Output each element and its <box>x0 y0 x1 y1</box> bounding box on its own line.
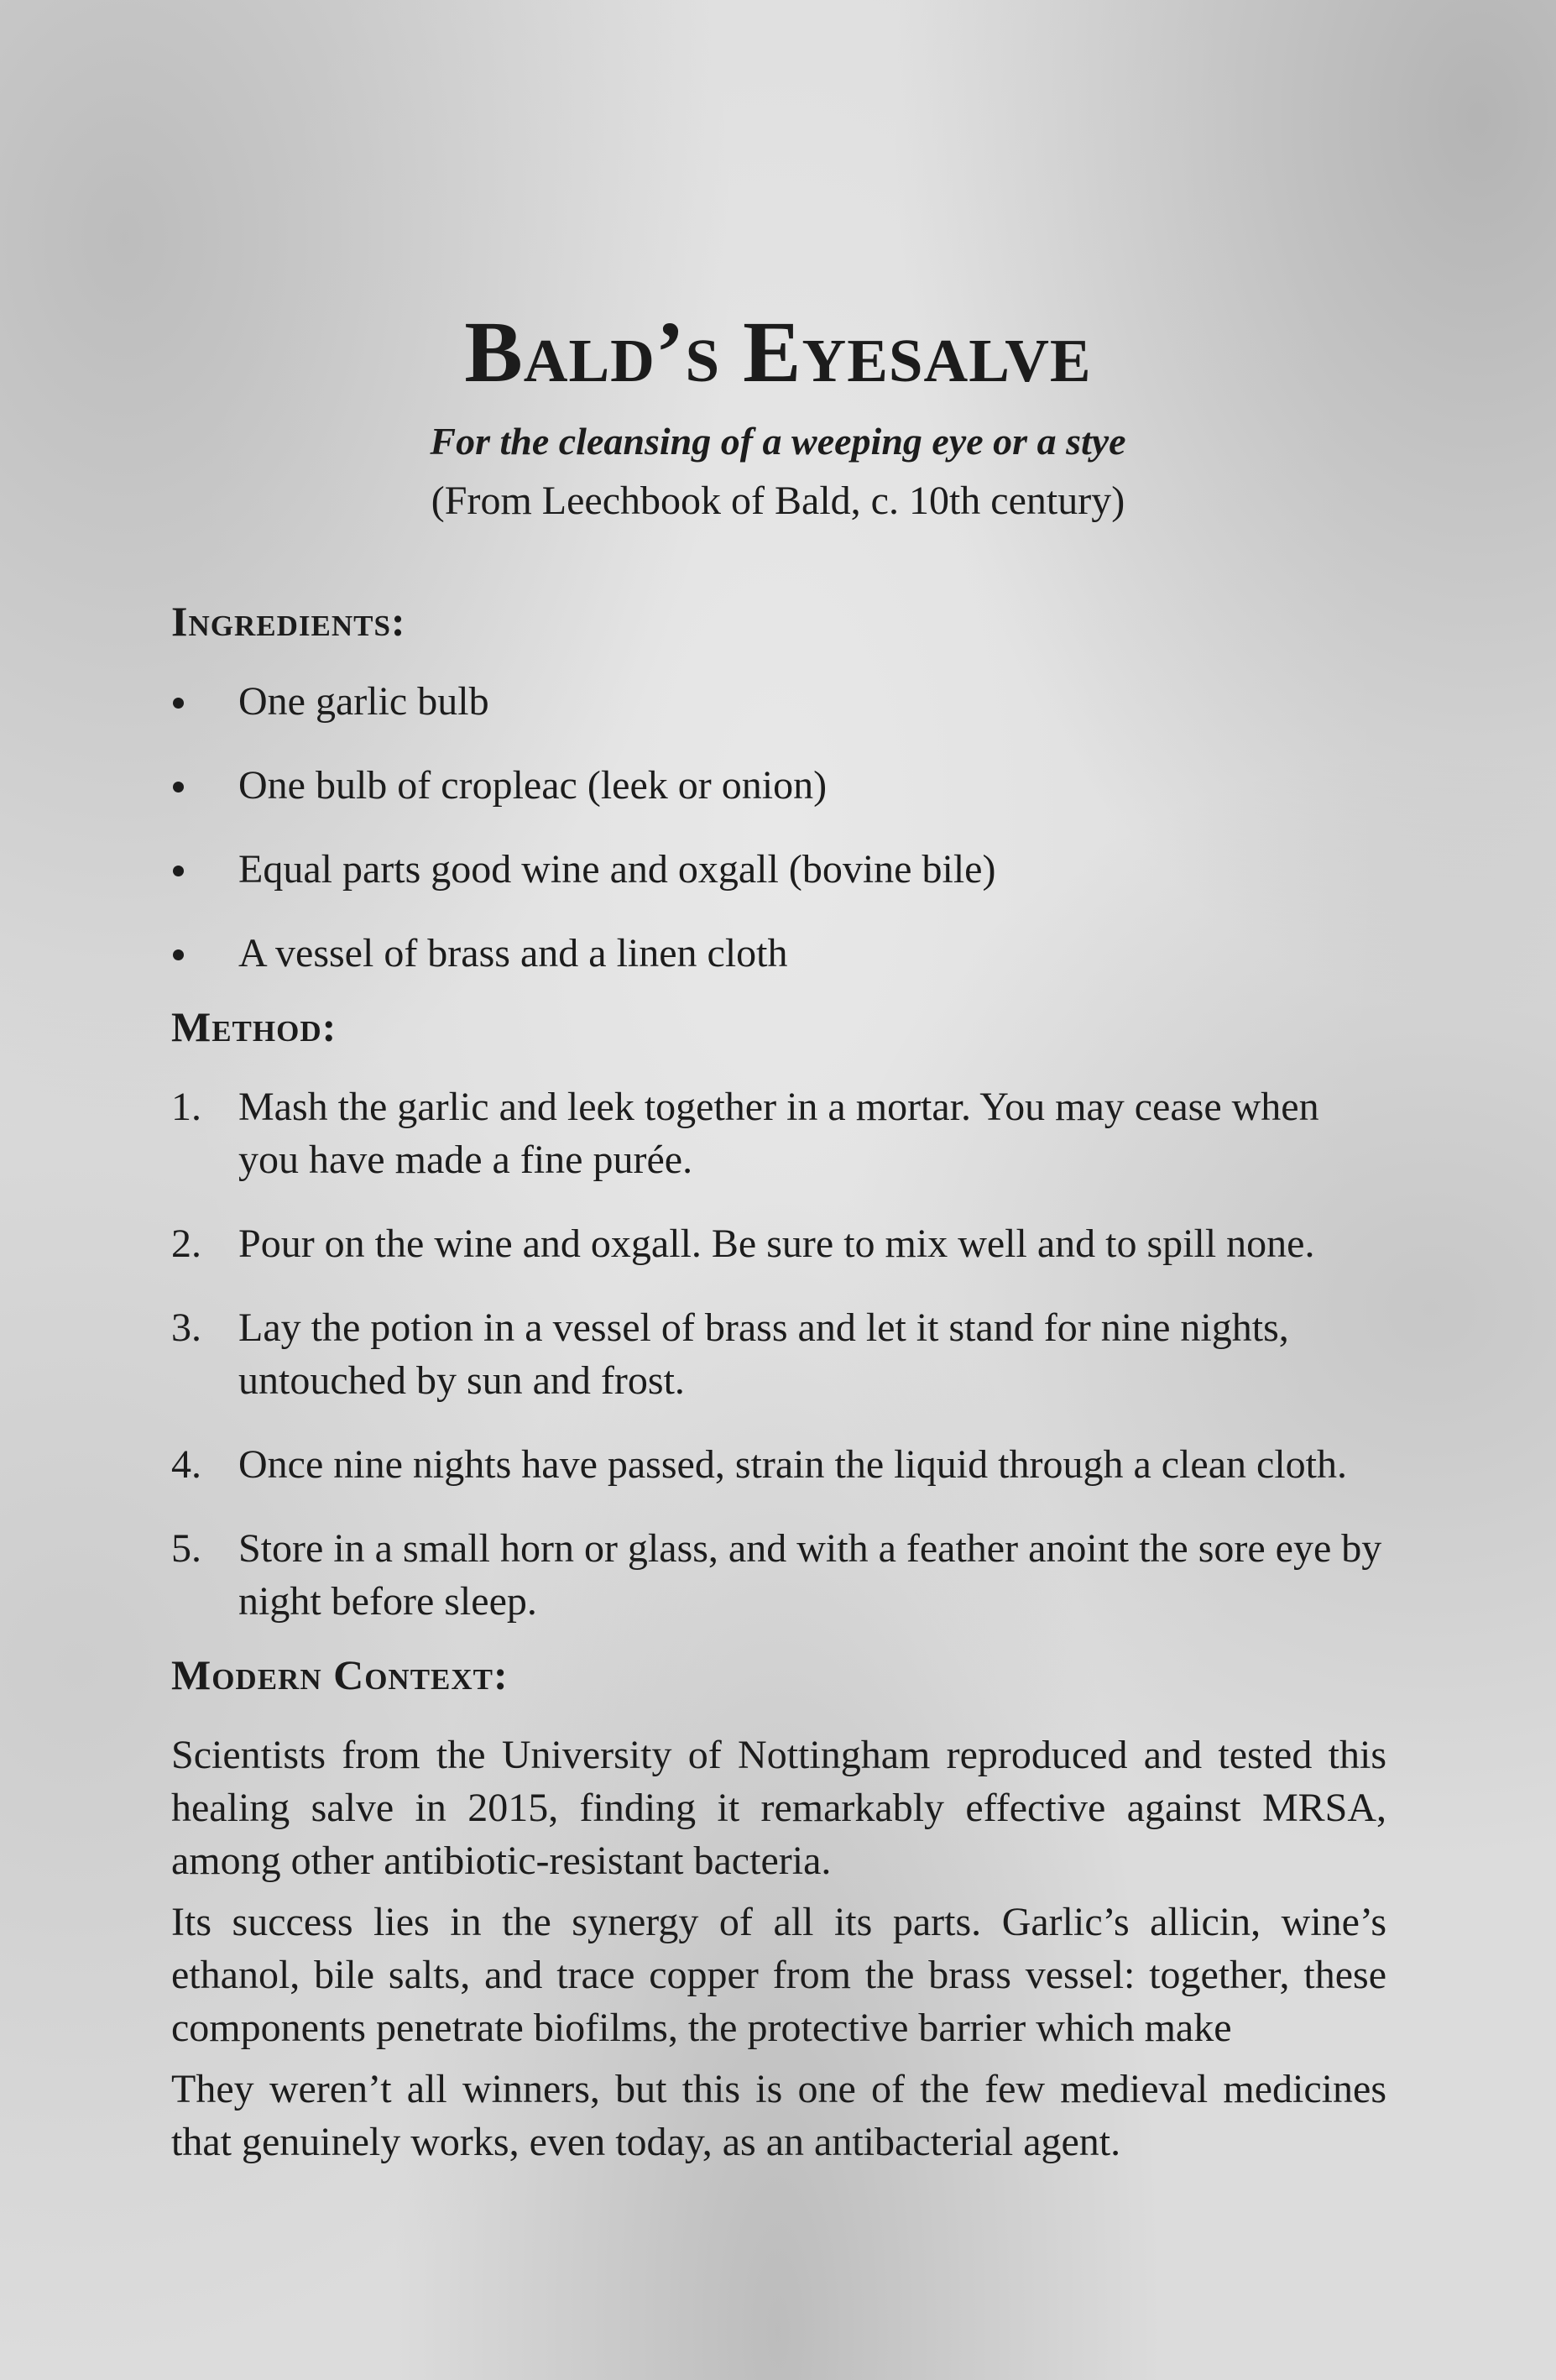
step-number: 1. <box>171 1085 201 1129</box>
ingredients-list <box>171 675 1386 980</box>
method-step <box>171 1217 1386 1270</box>
step-number: 4. <box>171 1442 201 1487</box>
method-step <box>171 1301 1386 1407</box>
ingredient-item <box>171 759 1386 812</box>
method-list <box>171 1080 1386 1628</box>
ingredient-text: Equal parts good wine and oxgall (bovine bile) <box>238 847 996 892</box>
ingredient-item <box>171 927 1386 980</box>
context-paragraph: Scientists from the University of Nottingham reproduced and tested this healing salve in 2015, finding it remarkably effective against MRSA, among other antibiotic-resistant bacteria. <box>171 1733 1386 1883</box>
step-text: Lay the potion in a vessel of brass and let it stand for nine nights, untouched by sun and frost. <box>238 1305 1289 1403</box>
step-text: Once nine nights have passed, strain the liquid through a clean cloth. <box>238 1442 1347 1487</box>
modern-context-heading: Modern Context: <box>171 1651 509 1698</box>
bullet-icon <box>173 698 184 709</box>
step-number: 5. <box>171 1526 201 1571</box>
bullet-icon <box>173 782 184 792</box>
step-text: Pour on the wine and oxgall. Be sure to mix well and to spill none. <box>238 1221 1315 1266</box>
ingredient-item <box>171 843 1386 896</box>
step-number: 2. <box>171 1221 201 1266</box>
ingredients-heading: Ingredients: <box>171 598 406 645</box>
ingredient-text: One garlic bulb <box>238 679 489 724</box>
source-note: (From Leechbook of Bald, c. 10th century) <box>431 479 1125 523</box>
bullet-icon <box>173 949 184 960</box>
ingredient-text: One bulb of cropleac (leek or onion) <box>238 763 828 808</box>
context-paragraph: Its success lies in the synergy of all its parts. Garlic’s allicin, wine’s ethanol, bile salts, and trace copper from the brass vessel: together, these components penetrate biofilms, the protective barrier which make <box>171 1900 1386 2050</box>
method-step <box>171 1522 1386 1628</box>
ingredient-text: A vessel of brass and a linen cloth <box>238 931 788 976</box>
step-text: Store in a small horn or glass, and with a feather anoint the sore eye by night before sleep. <box>238 1526 1382 1624</box>
context-paragraph: They weren’t all winners, but this is one of the few medieval medicines that genuinely works, even today, as an antibacterial agent. <box>171 2067 1386 2164</box>
page-subtitle: For the cleansing of a weeping eye or a stye <box>430 420 1126 463</box>
recipe-content <box>171 593 1386 2168</box>
page-title: Bald’s Eyesalve <box>464 304 1092 400</box>
bullet-icon <box>173 866 184 876</box>
step-text: Mash the garlic and leek together in a mortar. You may cease when you have made a fine purée. <box>238 1085 1319 1182</box>
method-step <box>171 1438 1386 1491</box>
method-step <box>171 1080 1386 1186</box>
ingredient-item <box>171 675 1386 728</box>
method-heading: Method: <box>171 1003 337 1050</box>
step-number: 3. <box>171 1305 201 1350</box>
